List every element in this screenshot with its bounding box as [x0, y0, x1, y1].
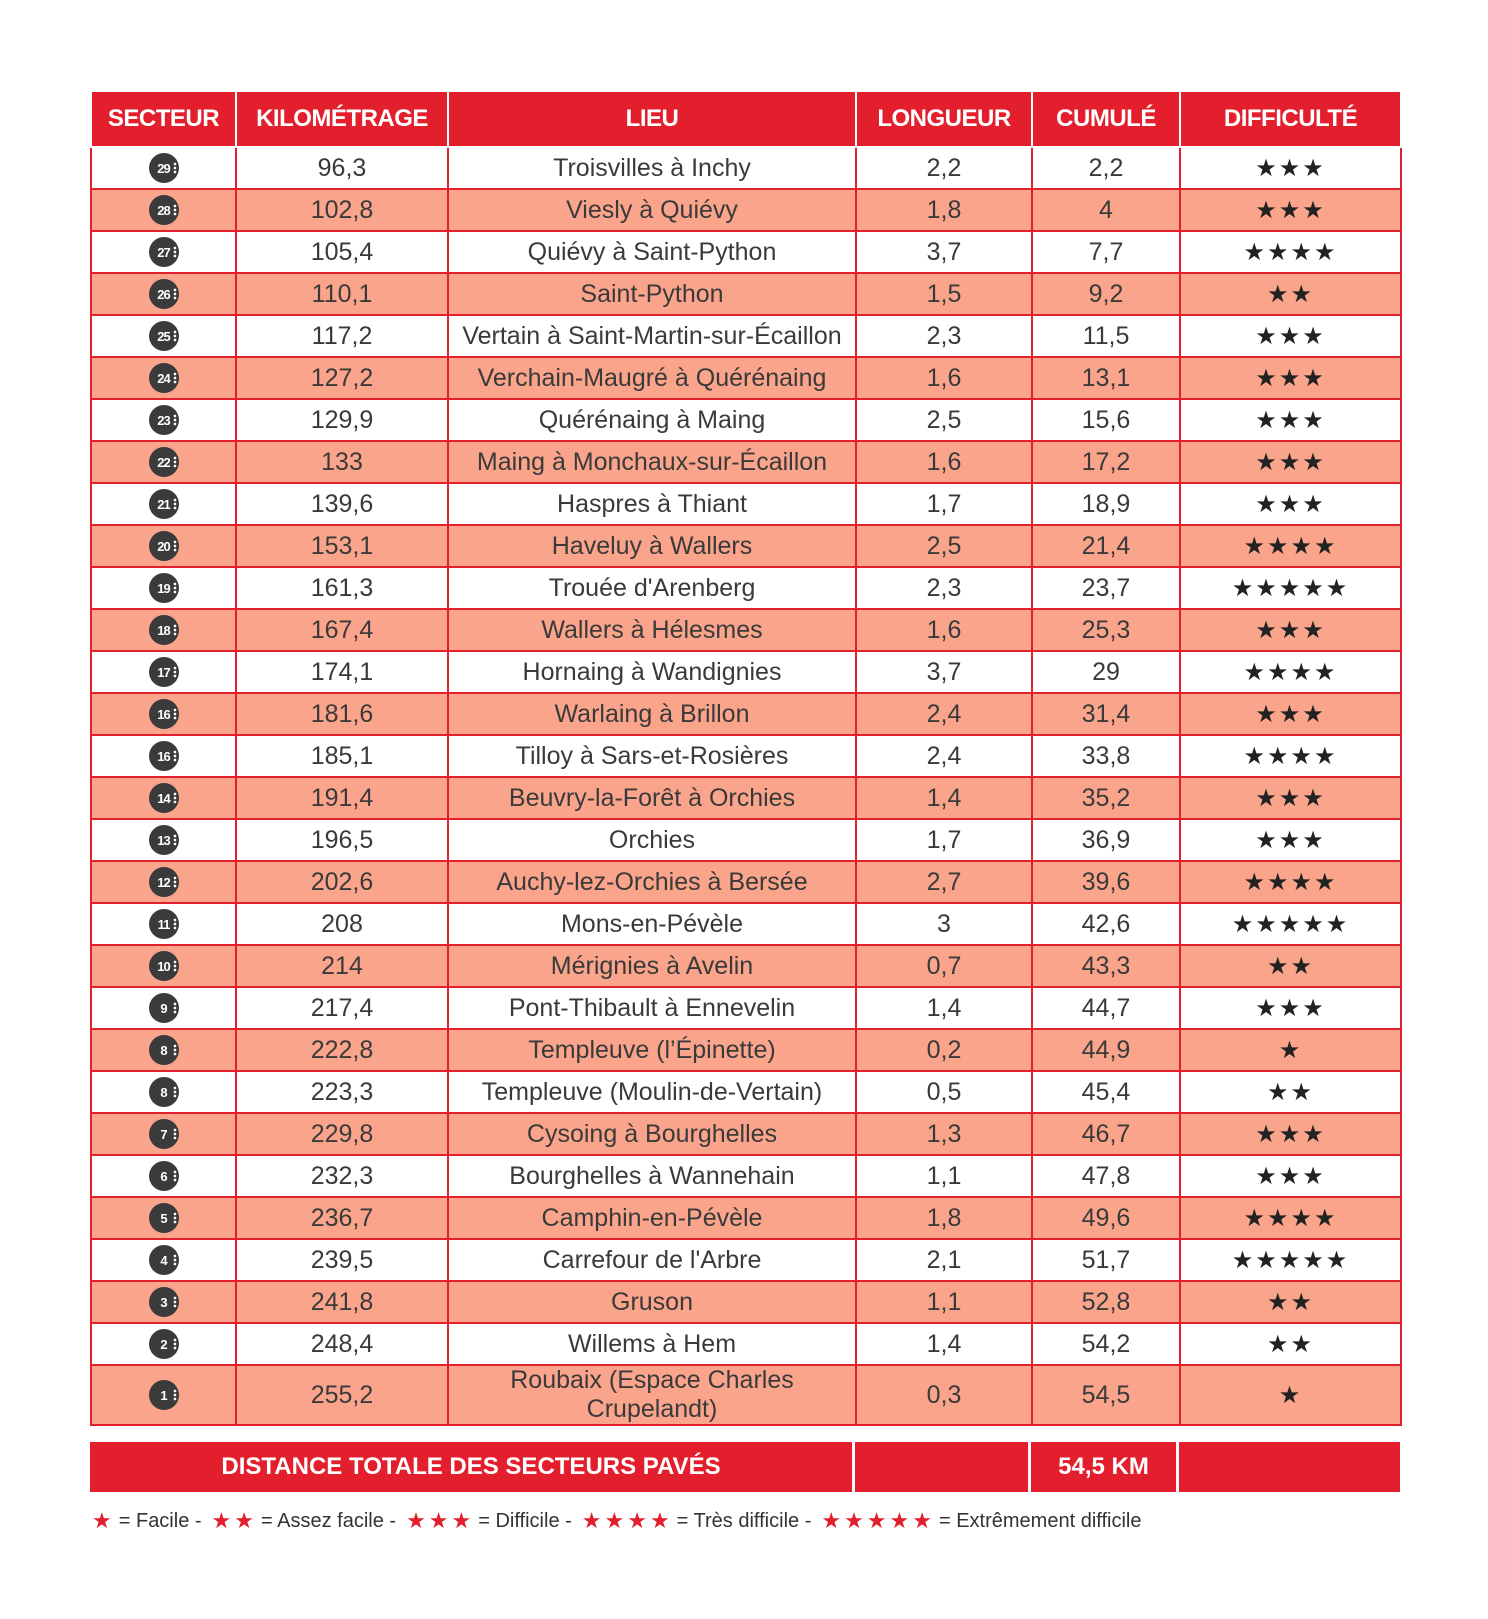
difficulte-cell — [1180, 1239, 1401, 1281]
secteur-cell — [91, 189, 236, 231]
difficulte-cell — [1180, 567, 1401, 609]
kilometrage-cell: 110,1 — [236, 273, 448, 315]
longueur-cell: 3,7 — [856, 231, 1032, 273]
lieu-cell: Mérignies à Avelin — [448, 945, 856, 987]
difficulte-cell — [1180, 903, 1401, 945]
table-row — [91, 1323, 1401, 1365]
longueur-cell: 0,5 — [856, 1071, 1032, 1113]
secteur-cell — [91, 903, 236, 945]
difficulte-cell — [1180, 819, 1401, 861]
legend-star-icon: ★★★★ — [581, 1508, 673, 1533]
kilometrage-cell: 222,8 — [236, 1029, 448, 1071]
longueur-cell: 1,8 — [856, 189, 1032, 231]
cumule-cell: 31,4 — [1032, 693, 1180, 735]
secteur-cell — [91, 147, 236, 189]
cumule-cell: 49,6 — [1032, 1197, 1180, 1239]
longueur-cell: 1,1 — [856, 1155, 1032, 1197]
cumule-cell: 36,9 — [1032, 819, 1180, 861]
table-row — [91, 525, 1401, 567]
difficulty-stars-icon: ★★★ — [1255, 616, 1326, 644]
header-kilometrage: KILOMÉTRAGE — [236, 91, 448, 147]
difficulty-stars-icon: ★★★ — [1255, 364, 1326, 392]
cobblestone-sector-badge: 8 — [149, 1035, 179, 1065]
difficulty-stars-icon: ★★★★ — [1243, 868, 1338, 896]
difficulty-stars-icon: ★★ — [1266, 1288, 1315, 1316]
kilometrage-cell: 202,6 — [236, 861, 448, 903]
difficulte-cell — [1180, 651, 1401, 693]
cobblestone-sector-badge: 23 — [149, 405, 179, 435]
cobblestone-sector-badge: 8 — [149, 1077, 179, 1107]
cobblestone-sector-badge: 26 — [149, 279, 179, 309]
lieu-cell: Orchies — [448, 819, 856, 861]
lieu-cell: Gruson — [448, 1281, 856, 1323]
longueur-cell: 1,6 — [856, 357, 1032, 399]
cumule-cell: 23,7 — [1032, 567, 1180, 609]
longueur-cell: 3,7 — [856, 651, 1032, 693]
lieu-cell: Hornaing à Wandignies — [448, 651, 856, 693]
header-cumule: CUMULÉ — [1032, 91, 1180, 147]
lieu-cell: Verchain-Maugré à Quérénaing — [448, 357, 856, 399]
difficulty-stars-icon: ★★★ — [1255, 322, 1326, 350]
cumule-cell: 13,1 — [1032, 357, 1180, 399]
longueur-cell: 2,5 — [856, 525, 1032, 567]
table-row — [91, 1365, 1401, 1425]
cumule-cell: 54,5 — [1032, 1365, 1180, 1425]
difficulty-stars-icon: ★★★ — [1255, 784, 1326, 812]
table-row — [91, 1281, 1401, 1323]
difficulte-cell — [1180, 735, 1401, 777]
lieu-cell: Pont-Thibault à Ennevelin — [448, 987, 856, 1029]
secteur-cell — [91, 1071, 236, 1113]
secteur-cell — [91, 819, 236, 861]
cumule-cell: 39,6 — [1032, 861, 1180, 903]
cobblestone-sector-badge: 18 — [149, 615, 179, 645]
longueur-cell: 1,6 — [856, 441, 1032, 483]
kilometrage-cell: 229,8 — [236, 1113, 448, 1155]
secteur-cell — [91, 231, 236, 273]
kilometrage-cell: 241,8 — [236, 1281, 448, 1323]
lieu-cell: Haveluy à Wallers — [448, 525, 856, 567]
kilometrage-cell: 208 — [236, 903, 448, 945]
cobblestone-sector-badge: 17 — [149, 657, 179, 687]
difficulte-cell — [1180, 945, 1401, 987]
lieu-cell: Tilloy à Sars-et-Rosières — [448, 735, 856, 777]
cobblestone-sector-badge: 24 — [149, 363, 179, 393]
lieu-cell: Cysoing à Bourghelles — [448, 1113, 856, 1155]
longueur-cell: 2,4 — [856, 693, 1032, 735]
difficulte-cell — [1180, 399, 1401, 441]
secteur-cell — [91, 483, 236, 525]
secteur-cell — [91, 1239, 236, 1281]
difficulty-stars-icon: ★★ — [1266, 952, 1315, 980]
legend-text: = Extrêmement difficile — [938, 1509, 1142, 1532]
cobblestone-sector-badge: 16 — [149, 699, 179, 729]
legend-text: = Facile - — [118, 1509, 202, 1532]
table-row — [91, 1113, 1401, 1155]
kilometrage-cell: 181,6 — [236, 693, 448, 735]
difficulty-stars-icon: ★ — [1278, 1036, 1303, 1064]
difficulty-stars-icon: ★★★★★ — [1231, 910, 1350, 938]
lieu-cell: Roubaix (Espace Charles Crupelandt) — [448, 1365, 856, 1425]
secteur-cell — [91, 1365, 236, 1425]
kilometrage-cell: 185,1 — [236, 735, 448, 777]
total-label: DISTANCE TOTALE DES SECTEURS PAVÉS — [90, 1442, 855, 1492]
difficulty-stars-icon: ★★★ — [1255, 994, 1326, 1022]
kilometrage-cell: 161,3 — [236, 567, 448, 609]
difficulty-stars-icon: ★★★ — [1255, 1162, 1326, 1190]
lieu-cell: Troisvilles à Inchy — [448, 147, 856, 189]
cumule-cell: 11,5 — [1032, 315, 1180, 357]
secteur-cell — [91, 651, 236, 693]
difficulty-stars-icon: ★★ — [1266, 1330, 1315, 1358]
difficulty-stars-icon: ★★★ — [1255, 826, 1326, 854]
kilometrage-cell: 127,2 — [236, 357, 448, 399]
table-row — [91, 987, 1401, 1029]
kilometrage-cell: 217,4 — [236, 987, 448, 1029]
cobblestone-sector-badge: 6 — [149, 1161, 179, 1191]
longueur-cell: 2,4 — [856, 735, 1032, 777]
longueur-cell: 1,6 — [856, 609, 1032, 651]
lieu-cell: Warlaing à Brillon — [448, 693, 856, 735]
cobblestone-sector-badge: 7 — [149, 1119, 179, 1149]
difficulte-cell — [1180, 357, 1401, 399]
cobblestone-sector-badge: 20 — [149, 531, 179, 561]
kilometrage-cell: 239,5 — [236, 1239, 448, 1281]
table-row — [91, 1071, 1401, 1113]
table-row — [91, 1029, 1401, 1071]
kilometrage-cell: 139,6 — [236, 483, 448, 525]
difficulty-stars-icon: ★★★★ — [1243, 238, 1338, 266]
table-row — [91, 483, 1401, 525]
table-body — [91, 147, 1401, 1425]
longueur-cell: 2,2 — [856, 147, 1032, 189]
secteur-cell — [91, 1155, 236, 1197]
difficulty-stars-icon: ★★★ — [1255, 700, 1326, 728]
header-difficulte: DIFFICULTÉ — [1180, 91, 1401, 147]
difficulte-cell — [1180, 1113, 1401, 1155]
kilometrage-cell: 174,1 — [236, 651, 448, 693]
difficulty-stars-icon: ★★ — [1266, 280, 1315, 308]
difficulte-cell — [1180, 1197, 1401, 1239]
longueur-cell: 0,3 — [856, 1365, 1032, 1425]
difficulte-cell — [1180, 1281, 1401, 1323]
longueur-cell: 1,8 — [856, 1197, 1032, 1239]
lieu-cell: Saint-Python — [448, 273, 856, 315]
lieu-cell: Camphin-en-Pévèle — [448, 1197, 856, 1239]
cobblestone-sector-badge: 9 — [149, 993, 179, 1023]
table-row — [91, 735, 1401, 777]
kilometrage-cell: 153,1 — [236, 525, 448, 567]
cumule-cell: 25,3 — [1032, 609, 1180, 651]
table-row — [91, 861, 1401, 903]
lieu-cell: Templeuve (Moulin-de-Vertain) — [448, 1071, 856, 1113]
difficulte-cell — [1180, 693, 1401, 735]
difficulte-cell — [1180, 1323, 1401, 1365]
header-longueur: LONGUEUR — [856, 91, 1032, 147]
longueur-cell: 2,1 — [856, 1239, 1032, 1281]
secteur-cell — [91, 1323, 236, 1365]
longueur-cell: 1,7 — [856, 819, 1032, 861]
longueur-cell: 1,4 — [856, 777, 1032, 819]
cumule-cell: 45,4 — [1032, 1071, 1180, 1113]
cobblestone-sector-badge: 16 — [149, 741, 179, 771]
legend-text: = Assez facile - — [261, 1509, 397, 1532]
longueur-cell: 2,3 — [856, 315, 1032, 357]
legend-star-icon: ★★ — [211, 1508, 257, 1533]
secteur-cell — [91, 525, 236, 567]
longueur-cell: 1,7 — [856, 483, 1032, 525]
lieu-cell: Quérénaing à Maing — [448, 399, 856, 441]
difficulte-cell — [1180, 861, 1401, 903]
cumule-cell: 15,6 — [1032, 399, 1180, 441]
longueur-cell: 0,2 — [856, 1029, 1032, 1071]
secteur-cell — [91, 273, 236, 315]
difficulte-cell — [1180, 1365, 1401, 1425]
difficulty-stars-icon: ★★★★ — [1243, 742, 1338, 770]
longueur-cell: 1,4 — [856, 1323, 1032, 1365]
cumule-cell: 51,7 — [1032, 1239, 1180, 1281]
difficulte-cell — [1180, 777, 1401, 819]
difficulty-legend — [92, 1508, 1151, 1534]
kilometrage-cell: 191,4 — [236, 777, 448, 819]
header-row — [91, 91, 1401, 147]
longueur-cell: 2,5 — [856, 399, 1032, 441]
lieu-cell: Trouée d'Arenberg — [448, 567, 856, 609]
difficulte-cell — [1180, 483, 1401, 525]
lieu-cell: Maing à Monchaux-sur-Écaillon — [448, 441, 856, 483]
secteur-cell — [91, 441, 236, 483]
table-row — [91, 1197, 1401, 1239]
legend-text: = Difficile - — [478, 1509, 572, 1532]
cumule-cell: 44,9 — [1032, 1029, 1180, 1071]
table-row — [91, 819, 1401, 861]
lieu-cell: Quiévy à Saint-Python — [448, 231, 856, 273]
cumule-cell: 9,2 — [1032, 273, 1180, 315]
cumule-cell: 35,2 — [1032, 777, 1180, 819]
cobblestone-sector-badge: 27 — [149, 237, 179, 267]
table-row — [91, 147, 1401, 189]
difficulte-cell — [1180, 1071, 1401, 1113]
secteur-cell — [91, 693, 236, 735]
table-row — [91, 273, 1401, 315]
table-row — [91, 399, 1401, 441]
cobblestone-sector-badge: 28 — [149, 195, 179, 225]
header-secteur: SECTEUR — [91, 91, 236, 147]
header-lieu: LIEU — [448, 91, 856, 147]
cumule-cell: 21,4 — [1032, 525, 1180, 567]
kilometrage-cell: 214 — [236, 945, 448, 987]
cobblestone-sector-badge: 4 — [149, 1245, 179, 1275]
cobblestone-sector-badge: 29 — [149, 153, 179, 183]
cobblestone-sector-badge: 10 — [149, 951, 179, 981]
lieu-cell: Templeuve (l’Épinette) — [448, 1029, 856, 1071]
cumule-cell: 17,2 — [1032, 441, 1180, 483]
secteur-cell — [91, 315, 236, 357]
difficulte-cell — [1180, 525, 1401, 567]
difficulte-cell — [1180, 1029, 1401, 1071]
secteur-cell — [91, 945, 236, 987]
secteur-cell — [91, 1197, 236, 1239]
cobblestone-sector-badge: 13 — [149, 825, 179, 855]
longueur-cell: 3 — [856, 903, 1032, 945]
cumule-cell: 2,2 — [1032, 147, 1180, 189]
difficulty-stars-icon: ★★★★★ — [1231, 574, 1350, 602]
table-row — [91, 1155, 1401, 1197]
table-row — [91, 189, 1401, 231]
cobblestone-sector-badge: 11 — [149, 909, 179, 939]
table-row — [91, 315, 1401, 357]
cumule-cell: 47,8 — [1032, 1155, 1180, 1197]
cobblestone-sector-badge: 25 — [149, 321, 179, 351]
legend-star-icon: ★★★ — [406, 1508, 475, 1533]
table-row — [91, 693, 1401, 735]
kilometrage-cell: 248,4 — [236, 1323, 448, 1365]
difficulty-stars-icon: ★★★ — [1255, 154, 1326, 182]
difficulte-cell — [1180, 315, 1401, 357]
difficulty-stars-icon: ★★★ — [1255, 406, 1326, 434]
kilometrage-cell: 96,3 — [236, 147, 448, 189]
cumule-cell: 4 — [1032, 189, 1180, 231]
secteur-cell — [91, 567, 236, 609]
cobblestone-sector-badge: 19 — [149, 573, 179, 603]
secteur-cell — [91, 777, 236, 819]
lieu-cell: Beuvry-la-Forêt à Orchies — [448, 777, 856, 819]
cumule-cell: 18,9 — [1032, 483, 1180, 525]
difficulte-cell — [1180, 231, 1401, 273]
secteur-cell — [91, 609, 236, 651]
cobblestone-sector-badge: 21 — [149, 489, 179, 519]
lieu-cell: Bourghelles à Wannehain — [448, 1155, 856, 1197]
lieu-cell: Willems à Hem — [448, 1323, 856, 1365]
total-empty-cell — [855, 1442, 1031, 1492]
difficulty-stars-icon: ★★★ — [1255, 448, 1326, 476]
lieu-cell: Vertain à Saint-Martin-sur-Écaillon — [448, 315, 856, 357]
table-row — [91, 567, 1401, 609]
kilometrage-cell: 105,4 — [236, 231, 448, 273]
table-row — [91, 441, 1401, 483]
difficulty-stars-icon: ★★★ — [1255, 490, 1326, 518]
secteur-cell — [91, 861, 236, 903]
secteur-cell — [91, 987, 236, 1029]
lieu-cell: Carrefour de l'Arbre — [448, 1239, 856, 1281]
lieu-cell: Viesly à Quiévy — [448, 189, 856, 231]
kilometrage-cell: 236,7 — [236, 1197, 448, 1239]
secteur-cell — [91, 1113, 236, 1155]
longueur-cell: 1,3 — [856, 1113, 1032, 1155]
longueur-cell: 1,4 — [856, 987, 1032, 1029]
kilometrage-cell: 167,4 — [236, 609, 448, 651]
cumule-cell: 43,3 — [1032, 945, 1180, 987]
kilometrage-cell: 133 — [236, 441, 448, 483]
total-row — [90, 1442, 1400, 1492]
table-row — [91, 357, 1401, 399]
lieu-cell: Haspres à Thiant — [448, 483, 856, 525]
cumule-cell: 44,7 — [1032, 987, 1180, 1029]
cobblestone-sector-badge: 2 — [149, 1329, 179, 1359]
sectors-table — [90, 90, 1402, 1426]
kilometrage-cell: 117,2 — [236, 315, 448, 357]
kilometrage-cell: 223,3 — [236, 1071, 448, 1113]
difficulte-cell — [1180, 189, 1401, 231]
cumule-cell: 52,8 — [1032, 1281, 1180, 1323]
cobblestone-sector-badge: 1 — [149, 1380, 179, 1410]
cobblestone-sector-badge: 5 — [149, 1203, 179, 1233]
total-value: 54,5 KM — [1031, 1442, 1179, 1492]
legend-star-icon: ★ — [92, 1508, 115, 1533]
cumule-cell: 54,2 — [1032, 1323, 1180, 1365]
difficulty-stars-icon: ★★ — [1266, 1078, 1315, 1106]
lieu-cell: Mons-en-Pévèle — [448, 903, 856, 945]
longueur-cell: 1,1 — [856, 1281, 1032, 1323]
difficulty-stars-icon: ★ — [1278, 1381, 1303, 1409]
cumule-cell: 29 — [1032, 651, 1180, 693]
cumule-cell: 46,7 — [1032, 1113, 1180, 1155]
difficulty-stars-icon: ★★★★★ — [1231, 1246, 1350, 1274]
difficulty-stars-icon: ★★★★ — [1243, 532, 1338, 560]
difficulty-stars-icon: ★★★★ — [1243, 1204, 1338, 1232]
secteur-cell — [91, 357, 236, 399]
secteur-cell — [91, 735, 236, 777]
difficulte-cell — [1180, 1155, 1401, 1197]
secteur-cell — [91, 399, 236, 441]
kilometrage-cell: 129,9 — [236, 399, 448, 441]
longueur-cell: 2,7 — [856, 861, 1032, 903]
difficulte-cell — [1180, 273, 1401, 315]
cumule-cell: 33,8 — [1032, 735, 1180, 777]
lieu-cell: Auchy-lez-Orchies à Bersée — [448, 861, 856, 903]
table-row — [91, 231, 1401, 273]
cobblestone-sector-badge: 22 — [149, 447, 179, 477]
difficulty-stars-icon: ★★★ — [1255, 196, 1326, 224]
difficulte-cell — [1180, 987, 1401, 1029]
difficulty-stars-icon: ★★★ — [1255, 1120, 1326, 1148]
cobblestone-sector-badge: 12 — [149, 867, 179, 897]
kilometrage-cell: 255,2 — [236, 1365, 448, 1425]
cumule-cell: 42,6 — [1032, 903, 1180, 945]
kilometrage-cell: 196,5 — [236, 819, 448, 861]
difficulty-stars-icon: ★★★★ — [1243, 658, 1338, 686]
difficulte-cell — [1180, 441, 1401, 483]
table-row — [91, 945, 1401, 987]
secteur-cell — [91, 1029, 236, 1071]
lieu-cell: Wallers à Hélesmes — [448, 609, 856, 651]
cobblestone-sector-badge: 3 — [149, 1287, 179, 1317]
cumule-cell: 7,7 — [1032, 231, 1180, 273]
longueur-cell: 1,5 — [856, 273, 1032, 315]
total-empty-cell-end — [1179, 1442, 1400, 1492]
longueur-cell: 2,3 — [856, 567, 1032, 609]
kilometrage-cell: 102,8 — [236, 189, 448, 231]
legend-text: = Très difficile - — [676, 1509, 812, 1532]
table-row — [91, 651, 1401, 693]
table-row — [91, 903, 1401, 945]
difficulte-cell — [1180, 147, 1401, 189]
legend-star-icon: ★★★★★ — [821, 1508, 935, 1533]
secteur-cell — [91, 1281, 236, 1323]
table-row — [91, 609, 1401, 651]
longueur-cell: 0,7 — [856, 945, 1032, 987]
difficulte-cell — [1180, 609, 1401, 651]
table-row — [91, 777, 1401, 819]
kilometrage-cell: 232,3 — [236, 1155, 448, 1197]
cobblestone-sector-badge: 14 — [149, 783, 179, 813]
table-row — [91, 1239, 1401, 1281]
